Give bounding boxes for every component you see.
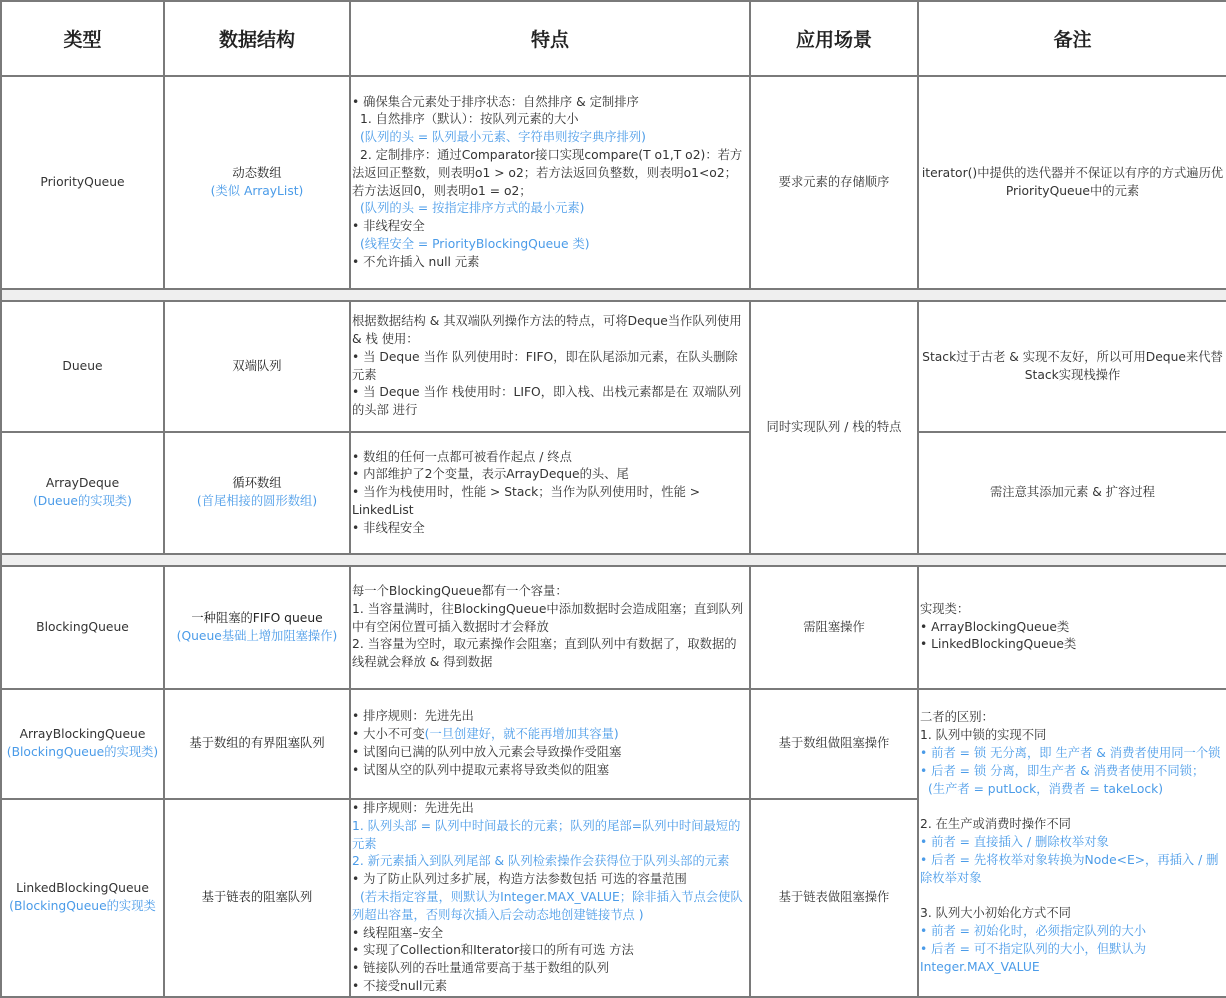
type-cell (1, 432, 164, 554)
features-cell (350, 76, 750, 289)
features-cell (350, 432, 750, 554)
compare-point: 1. 队列中锁的实现不同 (920, 728, 1047, 743)
structure-cell (164, 689, 350, 799)
table-row-dueue (1, 301, 1226, 432)
notes-cell (918, 301, 1226, 432)
feature-line (352, 726, 748, 744)
structure-name: 基于链表的阻塞队列 (201, 889, 313, 904)
feature-line: • 确保集合元素处于排序状态：自然排序 & 定制排序 (352, 94, 639, 109)
notes-line: • LinkedBlockingQueue类 (920, 637, 1077, 652)
table-row-blocking-queue (1, 566, 1226, 689)
features-cell (350, 301, 750, 432)
compare-detail: • 后者 = 锁 分离，即生产者 & 消费者使用不同锁； (920, 763, 1205, 778)
type-cell (1, 76, 164, 289)
features-cell (350, 566, 750, 689)
feature-line: • 当 Deque 当作 队列使用时：FIFO，即在队尾添加元素，在队头删除元素 (352, 349, 738, 382)
section-separator (1, 289, 1226, 301)
header-structure: 数据结构 (164, 1, 350, 76)
feature-line: • 试图从空的队列中提取元素将导致类似的阻塞 (352, 762, 610, 777)
feature-note: (队列的头 = 按指定排序方式的最小元素) (360, 201, 585, 216)
scenario-cell (750, 566, 918, 689)
feature-line: • 试图向已满的队列中放入元素会导致操作受阻塞 (352, 745, 622, 759)
type-cell (1, 799, 164, 997)
notes-line: • ArrayBlockingQueue类 (920, 619, 1070, 634)
feature-line: • 内部维护了2个变量，表示ArrayDeque的头、尾 (352, 467, 629, 482)
feature-line: • 线程阻塞–安全 (352, 925, 444, 940)
feature-line: 2. 定制排序：通过Comparator接口实现compare(T o1,T o2)：若方法返回正整数，则表明o1 > o2；若方法返回负整数，则表明o1<o2；若方法返回0，则表明o1 = o2； (352, 147, 743, 198)
features-cell (350, 799, 750, 997)
feature-note: (线程安全 = PriorityBlockingQueue 类) (360, 236, 590, 251)
feature-line: • 为了防止队列过多扩展，构造方法参数包括 可选的容量范围 (352, 872, 687, 887)
scenario-cell (750, 301, 918, 554)
scenario-text: 同时实现队列 / 栈的特点 (766, 419, 902, 434)
feature-line: 根据数据结构 & 其双端队列操作方法的特点，可将Deque当作队列使用 & 栈 使用： (352, 314, 742, 346)
notes-title: 实现类： (920, 601, 970, 616)
notes-cell (918, 76, 1226, 289)
compare-detail: • 后者 = 可不指定队列的大小，但默认为Integer.MAX_VALUE (920, 941, 1147, 974)
notes-text: 需注意其添加元素 & 扩容过程 (990, 485, 1155, 500)
type-cell (1, 301, 164, 432)
header-features: 特点 (350, 1, 750, 76)
compare-detail: • 前者 = 锁 无分离，即 生产者 & 消费者使用同一个锁 (920, 746, 1221, 760)
type-name: PriorityQueue (40, 174, 125, 189)
feature-line: 每一个BlockingQueue都有一个容量： (352, 584, 568, 598)
feature-line: • 非线程安全 (352, 219, 425, 234)
feature-line: 1. 当容量满时，往BlockingQueue中添加数据时会造成阻塞；直到队列中有空闲位置可插入数据时才会释放 (352, 601, 744, 634)
feature-note: 1. 队列头部 = 队列中时间最长的元素；队列的尾部=队列中时间最短的元素 (352, 818, 741, 851)
compare-point: 2. 在生产或消费时操作不同 (920, 817, 1071, 832)
structure-name: 循环数组 (232, 476, 282, 491)
notes-cell (918, 566, 1226, 689)
table-row-priority-queue (1, 76, 1226, 289)
compare-point: 3. 队列大小初始化方式不同 (920, 906, 1071, 921)
compare-detail: • 前者 = 初始化时，必须指定队列的大小 (920, 923, 1147, 938)
feature-note: (队列的头 = 队列最小元素、字符串则按字典序排列) (360, 130, 646, 145)
feature-line: • 排序规则：先进先出 (352, 709, 474, 724)
table-row-array-deque (1, 432, 1226, 554)
feature-note: (若未指定容量，则默认为Integer.MAX_VALUE；除非插入节点会使队列超出容量，否则每次插入后会动态地创建链接节点 ) (352, 889, 743, 922)
feature-line: 2. 当容量为空时，取元素操作会阻塞；直到队列中有数据了，取数据的线程就会释放 & 得到数据 (352, 637, 737, 670)
structure-name: 双端队列 (232, 358, 282, 373)
scenario-cell (750, 76, 918, 289)
section-separator (1, 554, 1226, 566)
structure-note: (类似 ArrayList) (210, 183, 304, 198)
table-row-array-blocking-queue (1, 689, 1226, 799)
feature-line: • 链接队列的吞吐量通常要高于基于数组的队列 (352, 961, 610, 976)
notes-cell (918, 432, 1226, 554)
scenario-text: 要求元素的存储顺序 (778, 174, 890, 189)
compare-detail: • 后者 = 先将枚举对象转换为Node<E>，再插入 / 删除枚举对象 (920, 852, 1219, 885)
structure-cell (164, 566, 350, 689)
separator-cell (1, 289, 1226, 301)
feature-main: • 大小不可变 (352, 727, 425, 742)
type-note: (Dueue的实现类) (33, 494, 132, 508)
structure-cell (164, 432, 350, 554)
scenario-cell (750, 799, 918, 997)
spacer (920, 798, 1225, 816)
notes-text: Stack过于古老 & 实现不友好，所以可用Deque来代替Stack实现栈操作 (922, 349, 1223, 382)
features-cell (350, 689, 750, 799)
type-note: (BlockingQueue的实现类 (9, 898, 156, 913)
spacer (920, 887, 1225, 905)
feature-line: • 不允许插入 null 元素 (352, 254, 480, 269)
structure-cell (164, 76, 350, 289)
type-cell (1, 566, 164, 689)
scenario-text: 基于数组做阻塞操作 (778, 736, 890, 751)
structure-note: (首尾相接的圆形数组) (196, 494, 318, 508)
compare-notes-cell (918, 689, 1226, 997)
feature-line: • 当 Deque 当作 栈使用时：LIFO，即入栈、出栈元素都是在 双端队列的头部 进行 (352, 385, 742, 418)
structure-note: (Queue基础上增加阻塞操作) (176, 628, 338, 643)
feature-line: • 数组的任何一点都可被看作起点 / 终点 (352, 449, 572, 464)
compare-detail: (生产者 = putLock，消费者 = takeLock) (928, 781, 1164, 796)
scenario-cell (750, 689, 918, 799)
feature-line: • 不接受null元素 (352, 978, 448, 993)
compare-title: 二者的区别： (920, 710, 994, 725)
type-name: ArrayDeque (45, 476, 120, 491)
feature-note: 2. 新元素插入到队列尾部 & 队列检索操作会获得位于队列头部的元素 (352, 854, 730, 869)
compare-detail: • 前者 = 直接插入 / 删除枚举对象 (920, 834, 1109, 849)
type-note: (BlockingQueue的实现类) (6, 745, 159, 759)
notes-text: iterator()中提供的迭代器并不保证以有序的方式遍历优PriorityQueue中的元素 (921, 165, 1224, 198)
header-row (1, 1, 1226, 76)
type-name: Dueue (62, 358, 103, 373)
structure-cell (164, 301, 350, 432)
feature-line: • 非线程安全 (352, 520, 425, 535)
scenario-text: 基于链表做阻塞操作 (778, 889, 890, 904)
structure-name: 动态数组 (232, 165, 282, 180)
feature-line: • 实现了Collection和Iterator接口的所有可选 方法 (352, 943, 634, 958)
type-name: BlockingQueue (36, 619, 129, 634)
structure-name: 一种阻塞的FIFO queue (191, 610, 323, 625)
type-cell (1, 689, 164, 799)
type-name: ArrayBlockingQueue (19, 727, 146, 742)
structure-cell (164, 799, 350, 997)
type-name: LinkedBlockingQueue (16, 881, 149, 896)
structure-name: 基于数组的有界阻塞队列 (189, 736, 325, 751)
header-scenario: 应用场景 (750, 1, 918, 76)
feature-line: 1. 自然排序（默认）：按队列元素的大小 (360, 112, 579, 127)
header-type: 类型 (1, 1, 164, 76)
header-notes: 备注 (918, 1, 1226, 76)
feature-line: • 排序规则：先进先出 (352, 801, 474, 815)
separator-cell (1, 554, 1226, 566)
scenario-text: 需阻塞操作 (803, 619, 865, 634)
feature-note: (一旦创建好，就不能再增加其容量) (424, 727, 619, 742)
feature-line: • 当作为栈使用时，性能 > Stack；当作为队列使用时，性能 > LinkedList (352, 485, 701, 517)
